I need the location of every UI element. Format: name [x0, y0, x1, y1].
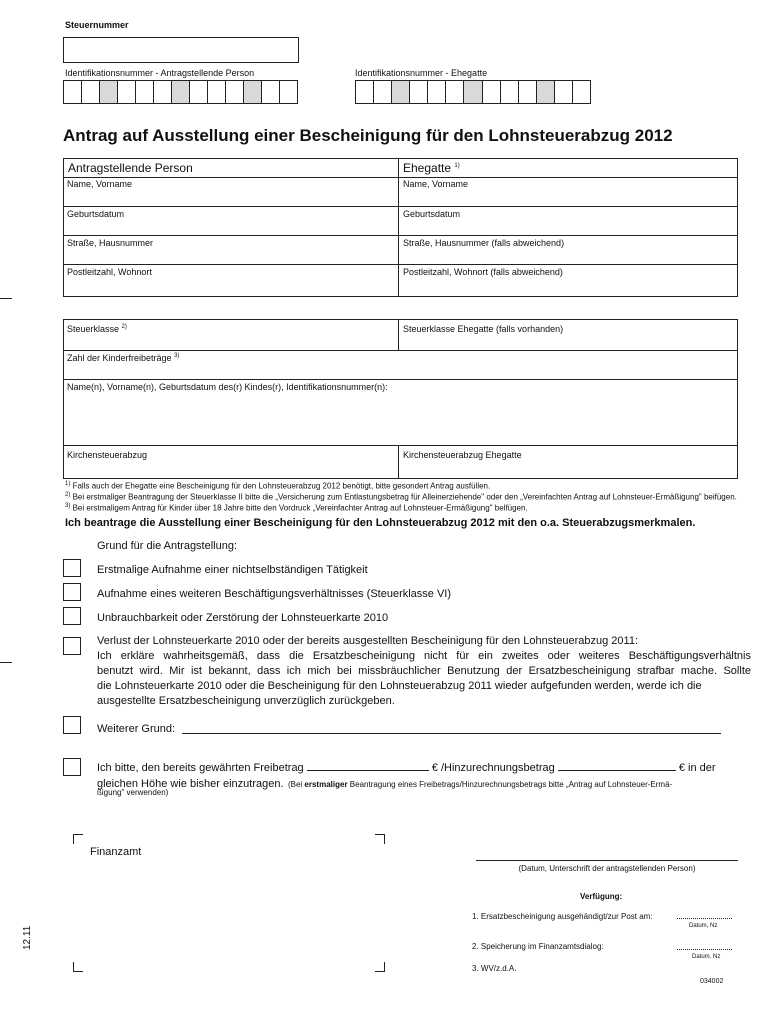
steuerklasse-ehegatte-field[interactable]: Steuerklasse Ehegatte (falls vorhanden) [403, 324, 564, 334]
hinzurechnungsbetrag-input[interactable] [558, 770, 676, 771]
reason-2-checkbox[interactable] [63, 583, 81, 601]
weiterer-grund-input[interactable] [182, 733, 721, 734]
plz-person-field[interactable]: Postleitzahl, Wohnort [67, 267, 152, 277]
form-number: 034002 [700, 978, 724, 985]
verfuegung-2-input[interactable] [677, 949, 732, 950]
signature-line[interactable] [476, 860, 738, 861]
tax-data-table [63, 319, 738, 479]
steuernummer-field[interactable] [63, 37, 299, 63]
verfuegung-2-sub: Datum, Nz [692, 954, 721, 960]
corner-mark [73, 834, 83, 844]
finanzamt-label: Finanzamt [90, 846, 142, 858]
freibetrag-input[interactable] [307, 770, 429, 771]
geburtsdatum-ehegatte-field[interactable]: Geburtsdatum [403, 209, 461, 219]
verfuegung-3: 3. WV/z.d.A. [472, 964, 517, 973]
name-ehegatte-field[interactable]: Name, Vorname [403, 179, 469, 189]
col-person-header: Antragstellende Person [68, 161, 193, 175]
side-date: 12.11 [22, 925, 33, 950]
reason-3-checkbox[interactable] [63, 607, 81, 625]
reason-4-text: Verlust der Lohnsteuerkarte 2010 oder der bereits ausgestellten Bescheinigung für den Lohnsteuerabzug 2011: Ich erkläre wahrheitsgemäß, dass die Ersatzbescheinigung nicht für ein zweites oder weiteres Beschäftigungsverhältnis benutzt wird. Mir ist bekannt, dass ich mich bei missbräuchlicher Benutzung der Ersatzbescheinigung strafbar mache. Sollte die Lohnsteuerkarte 2010 oder die Bescheinigung für den Lohnsteuerabzug 2011 wieder aufgefunden werden, werde ich die ausgestellte Ersatzbescheinigung unverzüglich zurückgeben. [97, 635, 751, 707]
verfuegung-heading: Verfügung: [580, 892, 623, 901]
reason-5-checkbox[interactable] [63, 716, 81, 734]
verfuegung-1-input[interactable] [677, 918, 732, 919]
corner-mark [73, 962, 83, 972]
form-title: Antrag auf Ausstellung einer Bescheinigung für den Lohnsteuerabzug 2012 [63, 126, 673, 145]
kirchensteuer-field[interactable]: Kirchensteuerabzug [67, 450, 148, 460]
fold-mark [0, 662, 12, 663]
strasse-ehegatte-field[interactable]: Straße, Hausnummer (falls abweichend) [403, 238, 565, 248]
reason-4-checkbox[interactable] [63, 637, 81, 655]
plz-ehegatte-field[interactable]: Postleitzahl, Wohnort (falls abweichend) [403, 267, 563, 277]
fold-mark [0, 298, 12, 299]
verfuegung-1: 1. Ersatzbescheinigung ausgehändigt/zur Post am: [472, 912, 653, 921]
strasse-person-field[interactable]: Straße, Hausnummer [67, 238, 154, 248]
reason-2-label: Aufnahme eines weiteren Beschäftigungsverhältnisses (Steuerklasse VI) [97, 588, 452, 600]
steuerklasse-field[interactable]: Steuerklasse $^{2)}$ [67, 324, 127, 334]
reason-1-label: Erstmalige Aufnahme einer nichtselbständigen Tätigkeit [97, 564, 368, 576]
id-ehegatte-field[interactable] [355, 80, 591, 104]
col-ehegatte-header: Ehegatte $^{1)}$ [403, 161, 460, 175]
request-heading: Ich beantrage die Ausstellung einer Bescheinigung für den Lohnsteuerabzug 2012 mit den o.a. Steuerabzugsmerkmalen. [65, 517, 696, 529]
kinderfreibetraege-field[interactable]: Zahl der Kinderfreibeträge $^{3)}$ [67, 353, 180, 363]
reason-6-line-1: Ich bitte, den bereits gewährten Freibetrag € /Hinzurechnungsbetrag € in der [97, 762, 716, 774]
verfuegung-1-sub: Datum, Nz [689, 923, 718, 929]
kirchensteuer-ehegatte-field[interactable]: Kirchensteuerabzug Ehegatte [403, 450, 522, 460]
verfuegung-2: 2. Speicherung im Finanzamtsdialog: [472, 942, 604, 951]
steuernummer-label: Steuernummer [65, 20, 129, 30]
id-ehegatte-label: Identifikationsnummer - Ehegatte [355, 68, 488, 78]
corner-mark [375, 962, 385, 972]
footnote-2: $^{2)}$ Bei erstmaliger Beantragung der Steuerklasse II bitte die „Versicherung zum Entlastungsbetrag für Alleinerziehende" oder den „Vereinfachten Antrag auf Lohnsteuer-Ermäßigung" beifügen. [65, 492, 737, 502]
reason-6-line-3: ßigung" verwenden) [97, 788, 169, 797]
kinder-details-field[interactable]: Name(n), Vorname(n), Geburtsdatum des(r) Kindes(r), Identifikationsnummer(n): [67, 382, 388, 392]
footnote-3: $^{3)}$ Bei erstmaligem Antrag für Kinder über 18 Jahre bitte den Vordruck „Vereinfachter Antrag auf Lohnsteuer-Ermäßigung" belfügen. [65, 503, 528, 513]
reason-6-checkbox[interactable] [63, 758, 81, 776]
signature-caption: (Datum, Unterschrift der antragstellenden Person) [518, 864, 696, 873]
reasons-heading: Grund für die Antragstellung: [97, 540, 238, 552]
reason-6-line-2: gleichen Höhe wie bisher einzutragen. (Bei erstmaliger Beantragung eines Freibetrags/Hinzurechnungsbetrags bitte „Antrag auf Lohnsteuer-Ermä- [97, 778, 673, 790]
footnote-1: $^{1)}$ Falls auch der Ehegatte eine Bescheinigung für den Lohnsteuerabzug 2012 benötigt, bitte gesondert Antrag ausfüllen. [65, 481, 491, 491]
geburtsdatum-person-field[interactable]: Geburtsdatum [67, 209, 125, 219]
corner-mark [375, 834, 385, 844]
personal-data-table [63, 158, 738, 297]
id-person-label: Identifikationsnummer - Antragstellende Person [65, 68, 255, 78]
reason-5-label: Weiterer Grund: [97, 723, 176, 735]
reason-3-label: Unbrauchbarkeit oder Zerstörung der Lohnsteuerkarte 2010 [97, 612, 389, 624]
reason-1-checkbox[interactable] [63, 559, 81, 577]
id-person-field[interactable] [63, 80, 298, 104]
name-person-field[interactable]: Name, Vorname [67, 179, 133, 189]
